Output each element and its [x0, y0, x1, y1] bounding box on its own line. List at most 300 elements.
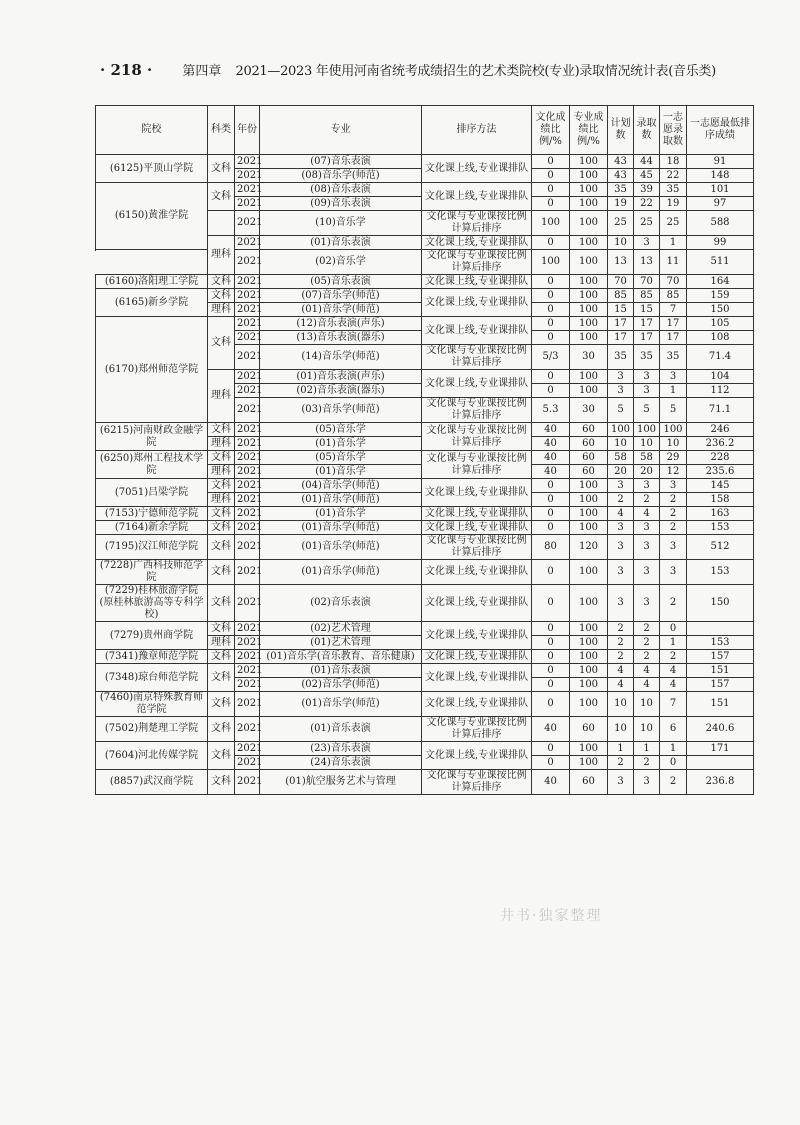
table-row: [96, 479, 754, 493]
table-cell: 2021: [235, 622, 260, 636]
table-cell: 文科: [208, 521, 235, 535]
table-cell: 3: [634, 770, 660, 795]
table-cell: 文科: [208, 742, 235, 770]
major-name: (12)音乐表演(声乐): [260, 317, 422, 331]
ranking-method: 文化课与专业课按比例计算后排序: [422, 398, 532, 423]
ranking-method: 文化课上线,专业课排队: [422, 742, 532, 770]
table-cell: 4: [634, 664, 660, 678]
table-cell: 18: [660, 155, 687, 169]
table-cell: 100: [570, 211, 608, 236]
table-row: [96, 289, 754, 303]
table-cell: 0: [660, 622, 687, 636]
table-cell: 71.1: [687, 398, 754, 423]
table-cell: 100: [634, 423, 660, 437]
ranking-method: 文化课上线,专业课排队: [422, 650, 532, 664]
table-cell: 163: [687, 507, 754, 521]
table-cell: 理科: [208, 236, 235, 275]
table-cell: 100: [570, 155, 608, 169]
major-name: (01)音乐学(师范): [260, 535, 422, 560]
school-name: (7164)新余学院: [96, 521, 208, 535]
major-name: (01)音乐学(师范): [260, 493, 422, 507]
table-cell: 60: [570, 770, 608, 795]
table-cell: 2: [634, 636, 660, 650]
table-cell: 148: [687, 169, 754, 183]
table-cell: 文科: [208, 622, 235, 636]
table-cell: 2021: [235, 423, 260, 437]
table-row: [96, 507, 754, 521]
table-cell: 17: [608, 331, 634, 345]
table-cell: [687, 756, 754, 770]
table-header-row: [96, 106, 754, 155]
table-cell: 3: [660, 370, 687, 384]
column-header: 院校: [96, 106, 208, 155]
table-cell: 100: [570, 622, 608, 636]
table-cell: 0: [532, 236, 570, 250]
table-cell: 2021: [235, 535, 260, 560]
table-row: [96, 664, 754, 678]
table-cell: 理科: [208, 370, 235, 423]
table-cell: 588: [687, 211, 754, 236]
table-cell: 60: [570, 717, 608, 742]
table-cell: 17: [634, 317, 660, 331]
table-cell: 2021: [235, 303, 260, 317]
table-cell: 2021: [235, 370, 260, 384]
table-cell: 100: [660, 423, 687, 437]
table-cell: 39: [634, 183, 660, 197]
major-name: (05)音乐学: [260, 423, 422, 437]
admission-table: [95, 105, 754, 795]
ranking-method: 文化课上线,专业课排队: [422, 275, 532, 289]
major-name: (01)航空服务艺术与管理: [260, 770, 422, 795]
table-cell: 100: [570, 585, 608, 622]
table-cell: 文科: [208, 650, 235, 664]
table-cell: 97: [687, 197, 754, 211]
table-cell: 0: [532, 317, 570, 331]
table-cell: 0: [532, 664, 570, 678]
table-cell: 100: [570, 521, 608, 535]
table-cell: 4: [634, 507, 660, 521]
table-cell: 理科: [208, 437, 235, 451]
school-name: (7228)广西科技师范学院: [96, 560, 208, 585]
table-cell: 4: [660, 678, 687, 692]
table-cell: 100: [570, 742, 608, 756]
column-header: 文化成绩比例/%: [532, 106, 570, 155]
table-cell: 文科: [208, 535, 235, 560]
table-cell: 0: [532, 275, 570, 289]
ranking-method: 文化课上线,专业课排队: [422, 622, 532, 650]
table-cell: 2: [608, 622, 634, 636]
major-name: (02)艺术管理: [260, 622, 422, 636]
table-cell: 2: [660, 585, 687, 622]
table-cell: 17: [608, 317, 634, 331]
major-name: (01)音乐学: [260, 465, 422, 479]
table-cell: 80: [532, 535, 570, 560]
table-cell: 85: [634, 289, 660, 303]
table-cell: 3: [608, 585, 634, 622]
major-name: (02)音乐表演: [260, 585, 422, 622]
table-cell: 70: [608, 275, 634, 289]
table-cell: 2: [634, 650, 660, 664]
column-header: 专业: [260, 106, 422, 155]
ranking-method: 文化课与专业课按比例计算后排序: [422, 717, 532, 742]
table-cell: 240.6: [687, 717, 754, 742]
table-cell: 2021: [235, 636, 260, 650]
page-number: · 218 ·: [100, 61, 153, 79]
table-cell: 0: [532, 692, 570, 717]
table-cell: 60: [570, 465, 608, 479]
school-name: (7229)桂林旅游学院(原桂林旅游高等专科学校): [96, 585, 208, 622]
table-row: [96, 560, 754, 585]
table-cell: 40: [532, 437, 570, 451]
table-cell: 100: [570, 250, 608, 275]
table-cell: 0: [532, 756, 570, 770]
ranking-method: 文化课上线,专业课排队: [422, 289, 532, 317]
table-cell: 0: [532, 650, 570, 664]
school-name: (6160)洛阳理工学院: [96, 275, 208, 289]
ranking-method: 文化课上线,专业课排队: [422, 664, 532, 692]
table-cell: 2021: [235, 289, 260, 303]
school-name: (7502)荆楚理工学院: [96, 717, 208, 742]
table-cell: 3: [634, 535, 660, 560]
table-cell: 7: [660, 303, 687, 317]
table-cell: 150: [687, 585, 754, 622]
table-cell: 2021: [235, 250, 260, 275]
column-header: 一志愿最低排序成绩: [687, 106, 754, 155]
table-cell: 2021: [235, 331, 260, 345]
table-cell: 25: [660, 211, 687, 236]
table-cell: 0: [660, 756, 687, 770]
ranking-method: 文化课与专业课按比例计算后排序: [422, 535, 532, 560]
table-cell: 2021: [235, 507, 260, 521]
table-cell: 43: [608, 169, 634, 183]
table-cell: 2: [608, 493, 634, 507]
major-name: (01)音乐表演: [260, 664, 422, 678]
table-cell: 112: [687, 384, 754, 398]
ranking-method: 文化课上线,专业课排队: [422, 236, 532, 250]
major-name: (07)音乐表演: [260, 155, 422, 169]
table-cell: 157: [687, 678, 754, 692]
ranking-method: 文化课上线,专业课排队: [422, 560, 532, 585]
table-cell: 2: [634, 493, 660, 507]
ranking-method: 文化课上线,专业课排队: [422, 155, 532, 183]
table-cell: 60: [570, 423, 608, 437]
school-name: (7348)琼台师范学院: [96, 664, 208, 692]
table-cell: 85: [660, 289, 687, 303]
table-cell: 100: [570, 493, 608, 507]
school-name: (7460)南京特殊教育师范学院: [96, 692, 208, 717]
major-name: (01)音乐学: [260, 437, 422, 451]
major-name: (01)音乐学(师范): [260, 521, 422, 535]
table-cell: 511: [687, 250, 754, 275]
school-name: (7604)河北传媒学院: [96, 742, 208, 770]
table-cell: 2021: [235, 650, 260, 664]
table-cell: 19: [660, 197, 687, 211]
table-cell: 2021: [235, 465, 260, 479]
table-cell: 17: [660, 317, 687, 331]
table-cell: 60: [570, 437, 608, 451]
table-cell: 25: [634, 211, 660, 236]
table-cell: 43: [608, 155, 634, 169]
table-cell: 文科: [208, 479, 235, 493]
table-cell: 5: [634, 398, 660, 423]
table-cell: 文科: [208, 664, 235, 692]
table-cell: 17: [660, 331, 687, 345]
table-cell: 文科: [208, 507, 235, 521]
ranking-method: 文化课上线,专业课排队: [422, 317, 532, 345]
table-cell: 文科: [208, 451, 235, 465]
table-row: [96, 275, 754, 289]
table-cell: 2: [660, 493, 687, 507]
table-cell: 2021: [235, 664, 260, 678]
table-cell: 91: [687, 155, 754, 169]
table-cell: 2021: [235, 437, 260, 451]
table-row: [96, 521, 754, 535]
table-cell: 10: [660, 437, 687, 451]
table-cell: 151: [687, 664, 754, 678]
table-cell: 3: [608, 521, 634, 535]
table-cell: 236.8: [687, 770, 754, 795]
table-cell: 228: [687, 451, 754, 465]
table-cell: 0: [532, 636, 570, 650]
table-cell: 2021: [235, 211, 260, 236]
table-cell: 4: [608, 664, 634, 678]
table-cell: 35: [660, 345, 687, 370]
table-cell: 15: [634, 303, 660, 317]
table-cell: 2: [634, 622, 660, 636]
ranking-method: 文化课与专业课按比例计算后排序: [422, 770, 532, 795]
table-cell: 40: [532, 423, 570, 437]
major-name: (05)音乐学: [260, 451, 422, 465]
table-cell: 35: [608, 183, 634, 197]
table-cell: 文科: [208, 183, 235, 211]
table-row: [96, 742, 754, 756]
table-cell: 2021: [235, 345, 260, 370]
ranking-method: 文化课与专业课按比例计算后排序: [422, 423, 532, 451]
table-cell: 100: [532, 250, 570, 275]
table-cell: 100: [532, 211, 570, 236]
major-name: (01)艺术管理: [260, 636, 422, 650]
table-cell: 100: [570, 692, 608, 717]
table-cell: 159: [687, 289, 754, 303]
table-cell: 2021: [235, 692, 260, 717]
table-cell: 0: [532, 303, 570, 317]
table-cell: 0: [532, 169, 570, 183]
major-name: (23)音乐表演: [260, 742, 422, 756]
major-name: (03)音乐学(师范): [260, 398, 422, 423]
major-name: (07)音乐学(师范): [260, 289, 422, 303]
school-name: (6170)郑州师范学院: [96, 317, 208, 423]
table-cell: 0: [532, 289, 570, 303]
table-row: [96, 451, 754, 465]
major-name: (13)音乐表演(器乐): [260, 331, 422, 345]
table-cell: 100: [570, 197, 608, 211]
table-cell: 13: [608, 250, 634, 275]
major-name: (01)音乐表演: [260, 236, 422, 250]
table-cell: 2021: [235, 384, 260, 398]
table-cell: 3: [634, 370, 660, 384]
table-cell: 文科: [208, 770, 235, 795]
major-name: (08)音乐表演: [260, 183, 422, 197]
table-cell: 文科: [208, 560, 235, 585]
table-cell: 512: [687, 535, 754, 560]
table-cell: 2: [660, 507, 687, 521]
table-cell: 158: [687, 493, 754, 507]
chapter-label: 第四章: [182, 64, 222, 79]
table-cell: 2: [660, 770, 687, 795]
table-cell: 2021: [235, 155, 260, 169]
table-cell: 1: [660, 742, 687, 756]
table-cell: 100: [570, 303, 608, 317]
table-cell: 40: [532, 451, 570, 465]
table-cell: 3: [660, 535, 687, 560]
table-cell: 157: [687, 650, 754, 664]
table-cell: 151: [687, 692, 754, 717]
major-name: (09)音乐表演: [260, 197, 422, 211]
table-cell: 2021: [235, 742, 260, 756]
table-cell: 236.2: [687, 437, 754, 451]
table-cell: 10: [608, 717, 634, 742]
major-name: (01)音乐学(师范): [260, 303, 422, 317]
table-cell: 22: [634, 197, 660, 211]
table-cell: 10: [634, 717, 660, 742]
major-name: (01)音乐学(师范): [260, 692, 422, 717]
table-cell: 2021: [235, 560, 260, 585]
table-cell: 4: [634, 678, 660, 692]
table-cell: 2021: [235, 317, 260, 331]
table-cell: 70: [634, 275, 660, 289]
table-cell: 108: [687, 331, 754, 345]
table-cell: 153: [687, 560, 754, 585]
column-header: 录取数: [634, 106, 660, 155]
table-cell: 35: [660, 183, 687, 197]
table-cell: 10: [608, 692, 634, 717]
table-cell: [687, 622, 754, 636]
table-cell: 20: [608, 465, 634, 479]
table-cell: 2021: [235, 197, 260, 211]
table-cell: 4: [608, 507, 634, 521]
table-cell: 58: [634, 451, 660, 465]
table-cell: 0: [532, 183, 570, 197]
table-cell: 2021: [235, 678, 260, 692]
table-cell: 文科: [208, 289, 235, 303]
table-cell: 2021: [235, 275, 260, 289]
table-cell: 101: [687, 183, 754, 197]
table-row: [96, 183, 754, 197]
table-cell: 2021: [235, 585, 260, 622]
major-name: (24)音乐表演: [260, 756, 422, 770]
table-cell: 0: [532, 197, 570, 211]
school-name: (8857)武汉商学院: [96, 770, 208, 795]
table-row: [96, 155, 754, 169]
table-row: [96, 622, 754, 636]
school-name: (6125)平顶山学院: [96, 155, 208, 183]
table-cell: 0: [532, 507, 570, 521]
table-cell: 2021: [235, 398, 260, 423]
table-cell: 100: [570, 236, 608, 250]
table-cell: 100: [570, 370, 608, 384]
school-name: (7051)吕梁学院: [96, 479, 208, 507]
table-cell: 100: [570, 183, 608, 197]
table-cell: 2: [608, 650, 634, 664]
major-name: (05)音乐表演: [260, 275, 422, 289]
table-cell: 100: [570, 678, 608, 692]
table-cell: 44: [634, 155, 660, 169]
table-cell: 6: [660, 717, 687, 742]
table-cell: 3: [608, 770, 634, 795]
table-cell: 25: [608, 211, 634, 236]
ranking-method: 文化课上线,专业课排队: [422, 479, 532, 507]
major-name: (08)音乐学(师范): [260, 169, 422, 183]
table-row: [96, 317, 754, 331]
ranking-method: 文化课与专业课按比例计算后排序: [422, 345, 532, 370]
table-body: [96, 155, 754, 795]
table-row: [96, 423, 754, 437]
table-cell: 2021: [235, 479, 260, 493]
table-cell: 100: [570, 317, 608, 331]
table-cell: 246: [687, 423, 754, 437]
table-cell: 19: [608, 197, 634, 211]
table-cell: 1: [634, 742, 660, 756]
table-cell: 35: [634, 345, 660, 370]
table-cell: 71.4: [687, 345, 754, 370]
table-cell: 100: [570, 756, 608, 770]
column-header: 一志愿录取数: [660, 106, 687, 155]
table-cell: 1: [660, 636, 687, 650]
table-cell: 1: [608, 742, 634, 756]
table-cell: 2021: [235, 717, 260, 742]
table-cell: 2: [608, 636, 634, 650]
ranking-method: 文化课上线,专业课排队: [422, 521, 532, 535]
table-cell: 2021: [235, 756, 260, 770]
school-name: (7279)贵州商学院: [96, 622, 208, 650]
table-cell: 理科: [208, 465, 235, 479]
column-header: 排序方法: [422, 106, 532, 155]
major-name: (01)音乐表演: [260, 717, 422, 742]
table-cell: 2021: [235, 521, 260, 535]
table-cell: 3: [660, 560, 687, 585]
table-cell: 100: [570, 560, 608, 585]
table-cell: 理科: [208, 303, 235, 317]
table-cell: 22: [660, 169, 687, 183]
column-header: 专业成绩比例/%: [570, 106, 608, 155]
ranking-method: 文化课与专业课按比例计算后排序: [422, 211, 532, 236]
major-name: (02)音乐学: [260, 250, 422, 275]
table-cell: 100: [570, 289, 608, 303]
table-cell: 100: [570, 275, 608, 289]
table-cell: 235.6: [687, 465, 754, 479]
table-cell: 10: [608, 236, 634, 250]
table-cell: 0: [532, 331, 570, 345]
table-cell: 2021: [235, 236, 260, 250]
school-name: (6150)黄淮学院: [96, 183, 208, 250]
table-cell: 文科: [208, 317, 235, 370]
table-cell: 7: [660, 692, 687, 717]
table-cell: 文科: [208, 692, 235, 717]
table-cell: 理科: [208, 493, 235, 507]
table-cell: 0: [532, 585, 570, 622]
table-cell: 2021: [235, 183, 260, 197]
table-cell: 1: [660, 384, 687, 398]
table-cell: 2: [608, 756, 634, 770]
table-cell: 100: [570, 650, 608, 664]
table-cell: 2: [634, 756, 660, 770]
table-cell: 4: [608, 678, 634, 692]
table-cell: 0: [532, 493, 570, 507]
school-name: (7195)汉江师范学院: [96, 535, 208, 560]
major-name: (01)音乐学(师范): [260, 560, 422, 585]
table-cell: 120: [570, 535, 608, 560]
table-cell: 3: [634, 521, 660, 535]
